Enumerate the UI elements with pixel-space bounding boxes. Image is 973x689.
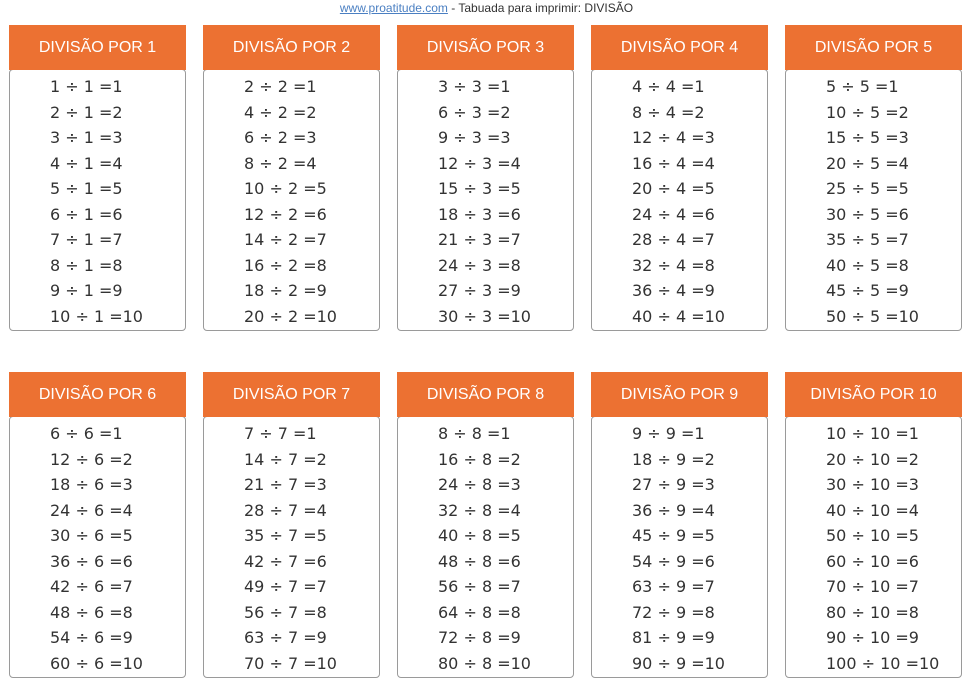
table-row: 18 ÷ 3 =6 <box>438 204 521 224</box>
table-row: 27 ÷ 3 =9 <box>438 281 521 300</box>
table-row: 6 ÷ 3 =2 <box>438 102 511 122</box>
table-row: 2 ÷ 2 =1 <box>244 77 317 96</box>
table-row: 12 ÷ 6 =2 <box>50 449 133 469</box>
division-table-10 <box>785 372 962 678</box>
table-row: 36 ÷ 6 =6 <box>50 551 133 571</box>
table-row: 21 ÷ 3 =7 <box>438 230 521 249</box>
table-row: 50 ÷ 5 =10 <box>826 306 919 326</box>
table-row: 70 ÷ 7 =10 <box>244 653 337 673</box>
table-row: 35 ÷ 5 =7 <box>826 230 909 249</box>
table-rows <box>397 74 574 329</box>
table-title: DIVISÃO POR 9 <box>591 372 768 417</box>
table-row: 16 ÷ 2 =8 <box>244 255 327 275</box>
table-row: 54 ÷ 6 =9 <box>50 628 133 647</box>
division-table-2 <box>203 25 380 331</box>
table-row: 50 ÷ 10 =5 <box>826 526 919 545</box>
table-row: 6 ÷ 6 =1 <box>50 424 123 443</box>
table-row: 12 ÷ 3 =4 <box>438 153 521 173</box>
division-table-9 <box>591 372 768 678</box>
table-row: 9 ÷ 9 =1 <box>632 424 705 443</box>
table-title: DIVISÃO POR 3 <box>397 25 574 70</box>
table-row: 10 ÷ 10 =1 <box>826 424 919 443</box>
table-title: DIVISÃO POR 1 <box>9 25 186 70</box>
division-table-3 <box>397 25 574 331</box>
table-row: 10 ÷ 5 =2 <box>826 102 909 122</box>
division-table-6 <box>9 372 186 678</box>
table-row: 25 ÷ 5 =5 <box>826 179 909 198</box>
table-rows <box>785 421 962 676</box>
table-row: 45 ÷ 9 =5 <box>632 526 715 545</box>
table-row: 8 ÷ 8 =1 <box>438 424 511 443</box>
table-row: 8 ÷ 1 =8 <box>50 255 123 275</box>
table-row: 3 ÷ 3 =1 <box>438 77 511 96</box>
table-row: 42 ÷ 7 =6 <box>244 551 327 571</box>
table-title: DIVISÃO POR 4 <box>591 25 768 70</box>
table-rows <box>203 421 380 676</box>
table-row: 90 ÷ 9 =10 <box>632 653 725 673</box>
table-row: 1 ÷ 1 =1 <box>50 77 123 96</box>
table-row: 32 ÷ 4 =8 <box>632 255 715 275</box>
table-row: 10 ÷ 1 =10 <box>50 306 143 326</box>
table-row: 90 ÷ 10 =9 <box>826 628 919 647</box>
table-row: 16 ÷ 8 =2 <box>438 449 521 469</box>
site-link[interactable]: www.proatitude.com <box>339 1 448 15</box>
table-row: 20 ÷ 4 =5 <box>632 179 715 198</box>
table-row: 5 ÷ 5 =1 <box>826 77 899 96</box>
table-row: 63 ÷ 9 =7 <box>632 577 715 596</box>
table-row: 30 ÷ 10 =3 <box>826 475 919 494</box>
table-row: 4 ÷ 4 =1 <box>632 77 705 96</box>
table-row: 15 ÷ 5 =3 <box>826 128 909 147</box>
table-row: 4 ÷ 1 =4 <box>50 153 123 173</box>
table-row: 100 ÷ 10 =10 <box>826 653 940 673</box>
table-rows <box>785 74 962 329</box>
table-row: 9 ÷ 1 =9 <box>50 281 123 300</box>
table-row: 6 ÷ 1 =6 <box>50 204 123 224</box>
table-row: 36 ÷ 9 =4 <box>632 500 715 520</box>
table-row: 24 ÷ 4 =6 <box>632 204 715 224</box>
table-row: 24 ÷ 6 =4 <box>50 500 133 520</box>
table-row: 6 ÷ 2 =3 <box>244 128 317 147</box>
table-row: 5 ÷ 1 =5 <box>50 179 123 198</box>
table-row: 20 ÷ 5 =4 <box>826 153 909 173</box>
page-header <box>0 1 973 15</box>
table-row: 3 ÷ 1 =3 <box>50 128 123 147</box>
table-row: 24 ÷ 8 =3 <box>438 475 521 494</box>
table-row: 9 ÷ 3 =3 <box>438 128 511 147</box>
division-table-7 <box>203 372 380 678</box>
table-row: 18 ÷ 6 =3 <box>50 475 133 494</box>
table-title: DIVISÃO POR 2 <box>203 25 380 70</box>
table-row: 63 ÷ 7 =9 <box>244 628 327 647</box>
table-title: DIVISÃO POR 10 <box>785 372 962 417</box>
table-row: 42 ÷ 6 =7 <box>50 577 133 596</box>
table-row: 27 ÷ 9 =3 <box>632 475 715 494</box>
table-row: 56 ÷ 7 =8 <box>244 602 327 622</box>
table-row: 24 ÷ 3 =8 <box>438 255 521 275</box>
table-row: 40 ÷ 10 =4 <box>826 500 919 520</box>
table-row: 40 ÷ 8 =5 <box>438 526 521 545</box>
table-row: 28 ÷ 7 =4 <box>244 500 327 520</box>
table-row: 30 ÷ 6 =5 <box>50 526 133 545</box>
table-row: 30 ÷ 5 =6 <box>826 204 909 224</box>
table-row: 8 ÷ 2 =4 <box>244 153 317 173</box>
table-rows <box>591 74 768 329</box>
division-table-1 <box>9 25 186 331</box>
table-title: DIVISÃO POR 5 <box>785 25 962 70</box>
division-table-4 <box>591 25 768 331</box>
table-rows <box>9 421 186 676</box>
table-row: 18 ÷ 9 =2 <box>632 449 715 469</box>
table-rows <box>591 421 768 676</box>
table-row: 4 ÷ 2 =2 <box>244 102 317 122</box>
table-row: 36 ÷ 4 =9 <box>632 281 715 300</box>
division-table-5 <box>785 25 962 331</box>
table-row: 80 ÷ 10 =8 <box>826 602 919 622</box>
table-row: 15 ÷ 3 =5 <box>438 179 521 198</box>
table-row: 20 ÷ 2 =10 <box>244 306 337 326</box>
header-title: - Tabuada para imprimir: DIVISÃO <box>447 1 634 15</box>
table-row: 32 ÷ 8 =4 <box>438 500 521 520</box>
table-row: 14 ÷ 2 =7 <box>244 230 327 249</box>
table-row: 56 ÷ 8 =7 <box>438 577 521 596</box>
table-row: 7 ÷ 1 =7 <box>50 230 123 249</box>
table-row: 8 ÷ 4 =2 <box>632 102 705 122</box>
table-row: 2 ÷ 1 =2 <box>50 102 123 122</box>
table-row: 49 ÷ 7 =7 <box>244 577 327 596</box>
table-row: 18 ÷ 2 =9 <box>244 281 327 300</box>
table-row: 48 ÷ 8 =6 <box>438 551 521 571</box>
table-rows <box>203 74 380 329</box>
table-rows <box>397 421 574 676</box>
table-row: 35 ÷ 7 =5 <box>244 526 327 545</box>
table-row: 12 ÷ 2 =6 <box>244 204 327 224</box>
table-row: 16 ÷ 4 =4 <box>632 153 715 173</box>
table-row: 60 ÷ 6 =10 <box>50 653 143 673</box>
table-row: 72 ÷ 8 =9 <box>438 628 521 647</box>
table-row: 14 ÷ 7 =2 <box>244 449 327 469</box>
table-row: 72 ÷ 9 =8 <box>632 602 715 622</box>
table-row: 20 ÷ 10 =2 <box>826 449 919 469</box>
table-title: DIVISÃO POR 7 <box>203 372 380 417</box>
table-row: 64 ÷ 8 =8 <box>438 602 521 622</box>
table-row: 54 ÷ 9 =6 <box>632 551 715 571</box>
table-title: DIVISÃO POR 8 <box>397 372 574 417</box>
table-title: DIVISÃO POR 6 <box>9 372 186 417</box>
table-row: 10 ÷ 2 =5 <box>244 179 327 198</box>
table-row: 28 ÷ 4 =7 <box>632 230 715 249</box>
table-row: 45 ÷ 5 =9 <box>826 281 909 300</box>
table-row: 60 ÷ 10 =6 <box>826 551 919 571</box>
table-row: 12 ÷ 4 =3 <box>632 128 715 147</box>
table-row: 81 ÷ 9 =9 <box>632 628 715 647</box>
table-row: 30 ÷ 3 =10 <box>438 306 531 326</box>
division-table-8 <box>397 372 574 678</box>
table-row: 48 ÷ 6 =8 <box>50 602 133 622</box>
table-row: 21 ÷ 7 =3 <box>244 475 327 494</box>
table-row: 80 ÷ 8 =10 <box>438 653 531 673</box>
table-row: 40 ÷ 4 =10 <box>632 306 725 326</box>
table-rows <box>9 74 186 329</box>
table-row: 70 ÷ 10 =7 <box>826 577 919 596</box>
table-row: 7 ÷ 7 =1 <box>244 424 317 443</box>
table-row: 40 ÷ 5 =8 <box>826 255 909 275</box>
